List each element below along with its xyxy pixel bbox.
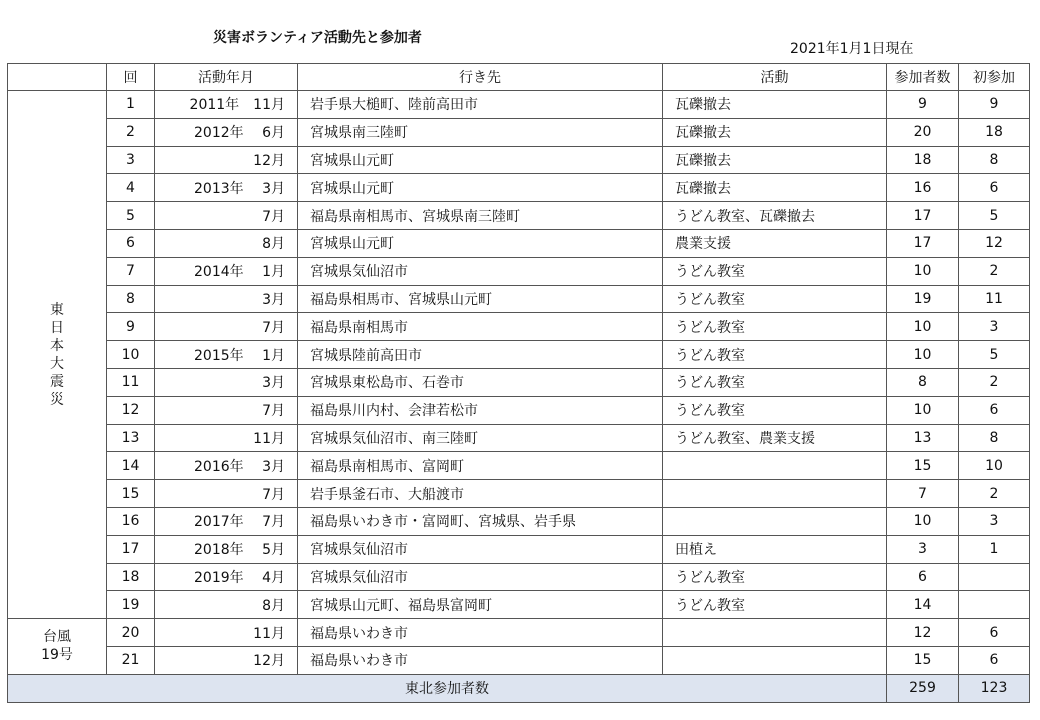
cell-participants: 9 — [887, 91, 959, 119]
cell-date: 7月 — [155, 396, 298, 424]
group-label-earthquake — [8, 91, 107, 619]
cell-first-time: 6 — [959, 174, 1030, 202]
cell-participants: 14 — [887, 591, 959, 619]
total-first-time: 123 — [959, 674, 1030, 702]
cell-destination: 宮城県陸前高田市 — [298, 341, 663, 369]
cell-destination: 宮城県山元町 — [298, 174, 663, 202]
cell-first-time: 10 — [959, 452, 1030, 480]
cell-no: 8 — [107, 285, 155, 313]
table-row — [8, 452, 1030, 480]
cell-no: 16 — [107, 507, 155, 535]
cell-no: 15 — [107, 480, 155, 508]
cell-date: 7月 — [155, 480, 298, 508]
table-row — [8, 507, 1030, 535]
cell-participants: 10 — [887, 396, 959, 424]
cell-destination: 宮城県気仙沼市 — [298, 257, 663, 285]
cell-destination: 福島県南相馬市 — [298, 313, 663, 341]
table-row — [8, 424, 1030, 452]
group-label-text: 大 — [50, 355, 64, 372]
table-row — [8, 202, 1030, 230]
cell-no: 9 — [107, 313, 155, 341]
cell-activity: 瓦礫撤去 — [663, 118, 887, 146]
cell-destination: 宮城県山元町 — [298, 146, 663, 174]
cell-no: 21 — [107, 646, 155, 674]
group-label-text: 台風 — [43, 629, 71, 646]
cell-destination: 宮城県気仙沼市、南三陸町 — [298, 424, 663, 452]
cell-no: 19 — [107, 591, 155, 619]
cell-activity: うどん教室 — [663, 313, 887, 341]
cell-participants: 16 — [887, 174, 959, 202]
cell-participants: 12 — [887, 619, 959, 647]
cell-destination: 岩手県大槌町、陸前高田市 — [298, 91, 663, 119]
cell-date: 2018年 5月 — [155, 535, 298, 563]
cell-date: 3月 — [155, 285, 298, 313]
cell-date: 2011年 11月 — [155, 91, 298, 119]
group-label-text: 東 — [50, 301, 64, 318]
header-cell-activity: 活動 — [663, 64, 887, 91]
cell-activity: うどん教室 — [663, 591, 887, 619]
group-label-typhoon — [8, 619, 107, 675]
cell-first-time: 6 — [959, 619, 1030, 647]
cell-destination: 福島県南相馬市、宮城県南三陸町 — [298, 202, 663, 230]
cell-first-time: 2 — [959, 257, 1030, 285]
cell-participants: 8 — [887, 368, 959, 396]
cell-participants: 15 — [887, 646, 959, 674]
cell-first-time: 1 — [959, 535, 1030, 563]
cell-no: 7 — [107, 257, 155, 285]
table-row — [8, 118, 1030, 146]
cell-participants: 10 — [887, 341, 959, 369]
total-row — [8, 674, 1030, 702]
cell-date: 7月 — [155, 202, 298, 230]
cell-date: 7月 — [155, 313, 298, 341]
cell-participants: 10 — [887, 507, 959, 535]
cell-participants: 17 — [887, 202, 959, 230]
cell-no: 14 — [107, 452, 155, 480]
cell-activity: うどん教室 — [663, 257, 887, 285]
cell-activity — [663, 646, 887, 674]
cell-participants: 13 — [887, 424, 959, 452]
cell-destination: 岩手県釜石市、大船渡市 — [298, 480, 663, 508]
total-participants: 259 — [887, 674, 959, 702]
header-row — [8, 64, 1030, 91]
cell-destination: 福島県南相馬市、富岡町 — [298, 452, 663, 480]
cell-no: 2 — [107, 118, 155, 146]
cell-no: 20 — [107, 619, 155, 647]
table-row — [8, 229, 1030, 257]
cell-first-time: 5 — [959, 341, 1030, 369]
cell-activity: 瓦礫撤去 — [663, 91, 887, 119]
cell-participants: 20 — [887, 118, 959, 146]
cell-activity — [663, 452, 887, 480]
cell-destination: 福島県いわき市 — [298, 619, 663, 647]
table-row — [8, 368, 1030, 396]
header-cell-destination: 行き先 — [298, 64, 663, 91]
header-cell-date: 活動年月 — [155, 64, 298, 91]
cell-participants: 3 — [887, 535, 959, 563]
cell-first-time — [959, 591, 1030, 619]
cell-no: 3 — [107, 146, 155, 174]
table-row — [8, 313, 1030, 341]
cell-activity — [663, 619, 887, 647]
cell-no: 12 — [107, 396, 155, 424]
table-row — [8, 563, 1030, 591]
cell-destination: 宮城県東松島市、石巻市 — [298, 368, 663, 396]
cell-no: 13 — [107, 424, 155, 452]
cell-no: 18 — [107, 563, 155, 591]
cell-no: 1 — [107, 91, 155, 119]
cell-activity: 農業支援 — [663, 229, 887, 257]
cell-destination: 福島県相馬市、宮城県山元町 — [298, 285, 663, 313]
cell-activity: うどん教室 — [663, 563, 887, 591]
cell-no: 5 — [107, 202, 155, 230]
table-row — [8, 646, 1030, 674]
cell-destination: 宮城県山元町 — [298, 229, 663, 257]
cell-activity: うどん教室 — [663, 341, 887, 369]
header-cell-first-time: 初参加 — [959, 64, 1030, 91]
cell-first-time: 6 — [959, 396, 1030, 424]
cell-participants: 19 — [887, 285, 959, 313]
cell-date: 2013年 3月 — [155, 174, 298, 202]
cell-date: 12月 — [155, 646, 298, 674]
volunteer-table — [7, 63, 1030, 703]
cell-activity: 瓦礫撤去 — [663, 174, 887, 202]
cell-participants: 7 — [887, 480, 959, 508]
cell-date: 2012年 6月 — [155, 118, 298, 146]
cell-activity: うどん教室 — [663, 285, 887, 313]
group-label-text: 日 — [50, 319, 64, 336]
cell-date: 12月 — [155, 146, 298, 174]
cell-destination: 宮城県南三陸町 — [298, 118, 663, 146]
group-label-text: 本 — [50, 337, 64, 354]
cell-first-time: 11 — [959, 285, 1030, 313]
table-row — [8, 257, 1030, 285]
cell-first-time: 3 — [959, 313, 1030, 341]
table-row — [8, 480, 1030, 508]
cell-first-time: 5 — [959, 202, 1030, 230]
cell-destination: 福島県いわき市 — [298, 646, 663, 674]
cell-activity: うどん教室 — [663, 368, 887, 396]
group-label-text: 震 — [50, 373, 64, 390]
cell-activity — [663, 507, 887, 535]
table-row — [8, 91, 1030, 119]
cell-participants: 15 — [887, 452, 959, 480]
cell-date: 2019年 4月 — [155, 563, 298, 591]
cell-activity: うどん教室 — [663, 396, 887, 424]
group-label-text: 災 — [50, 391, 64, 408]
cell-no: 4 — [107, 174, 155, 202]
cell-no: 6 — [107, 229, 155, 257]
cell-activity: うどん教室、農業支援 — [663, 424, 887, 452]
cell-destination: 福島県いわき市・富岡町、宮城県、岩手県 — [298, 507, 663, 535]
cell-date: 8月 — [155, 591, 298, 619]
cell-first-time: 8 — [959, 424, 1030, 452]
table-row — [8, 396, 1030, 424]
header-cell-group — [8, 64, 107, 91]
page-title: 災害ボランティア活動先と参加者 — [213, 30, 422, 46]
cell-date: 2017年 7月 — [155, 507, 298, 535]
cell-activity: うどん教室、瓦礫撤去 — [663, 202, 887, 230]
cell-participants: 17 — [887, 229, 959, 257]
cell-first-time: 8 — [959, 146, 1030, 174]
cell-first-time: 3 — [959, 507, 1030, 535]
total-label: 東北参加者数 — [8, 674, 887, 702]
cell-destination: 福島県川内村、会津若松市 — [298, 396, 663, 424]
cell-first-time: 2 — [959, 368, 1030, 396]
table-row — [8, 285, 1030, 313]
cell-date: 2014年 1月 — [155, 257, 298, 285]
cell-date: 8月 — [155, 229, 298, 257]
cell-participants: 10 — [887, 313, 959, 341]
group-label-text: 19号 — [41, 647, 73, 664]
cell-activity — [663, 480, 887, 508]
cell-date: 2015年 1月 — [155, 341, 298, 369]
header-cell-no: 回 — [107, 64, 155, 91]
cell-first-time: 18 — [959, 118, 1030, 146]
cell-date: 2016年 3月 — [155, 452, 298, 480]
cell-participants: 6 — [887, 563, 959, 591]
table-row — [8, 619, 1030, 647]
cell-participants: 10 — [887, 257, 959, 285]
cell-no: 10 — [107, 341, 155, 369]
table-row — [8, 146, 1030, 174]
cell-first-time: 6 — [959, 646, 1030, 674]
cell-first-time — [959, 563, 1030, 591]
cell-destination: 宮城県気仙沼市 — [298, 535, 663, 563]
cell-date: 11月 — [155, 619, 298, 647]
cell-no: 17 — [107, 535, 155, 563]
header-cell-participants: 参加者数 — [887, 64, 959, 91]
cell-first-time: 12 — [959, 229, 1030, 257]
cell-destination: 宮城県気仙沼市 — [298, 563, 663, 591]
cell-activity: 瓦礫撤去 — [663, 146, 887, 174]
as-of-date: 2021年1月1日現在 — [790, 41, 914, 57]
table-row — [8, 591, 1030, 619]
cell-participants: 18 — [887, 146, 959, 174]
cell-first-time: 2 — [959, 480, 1030, 508]
table-row — [8, 174, 1030, 202]
cell-first-time: 9 — [959, 91, 1030, 119]
cell-date: 11月 — [155, 424, 298, 452]
table-row — [8, 341, 1030, 369]
cell-destination: 宮城県山元町、福島県富岡町 — [298, 591, 663, 619]
cell-date: 3月 — [155, 368, 298, 396]
cell-no: 11 — [107, 368, 155, 396]
cell-activity: 田植え — [663, 535, 887, 563]
table-row — [8, 535, 1030, 563]
